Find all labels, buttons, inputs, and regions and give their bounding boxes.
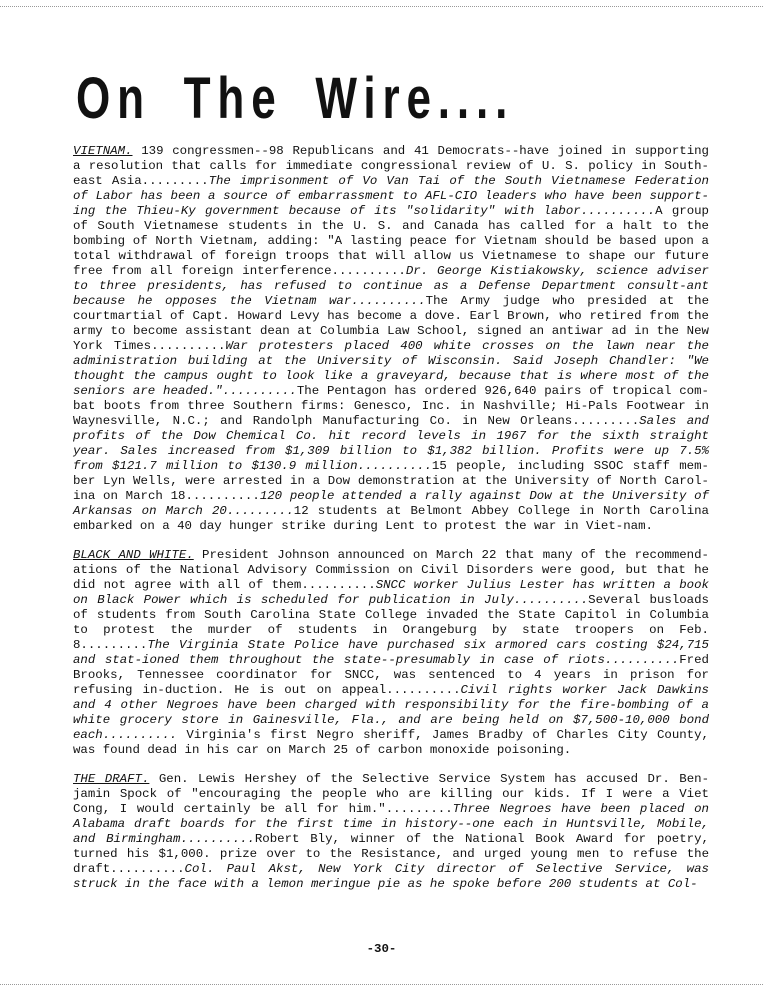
news-item: A group of South Vietnamese students in the U. S. and Canada has called for a halt to the bombing of North Vietnam, adding: "A lasting peace for Vietnam should be based upon a total withdrawal of foreign troops that will allow us Vietnamese to shape our future free from all foreign interference.......... bbox=[73, 204, 709, 278]
news-item-italic: 120 people attended a rally against Dow at the University of Arkansas on March 20......... bbox=[73, 489, 710, 518]
page-number: -30- bbox=[366, 942, 397, 956]
news-item: Virginia's first Negro sheriff, James Bradby of Charles City County, was found dead in his car on March 25 of carbon monoxide poisoning. bbox=[73, 728, 709, 757]
news-item: Fred Brooks, Tennessee coordinator for SNCC, was sentenced to 4 years in prison for refusing in-duction. He is out on appeal.......... bbox=[73, 653, 709, 697]
section-heading: VIETNAM. bbox=[73, 144, 133, 158]
bottom-rule bbox=[0, 984, 763, 987]
top-rule bbox=[0, 0, 763, 7]
news-item-italic: The Virginia State Police have purchased six armored cars costing $24,715 and stat-ioned them throughout the state--presumably in case of riots.......... bbox=[73, 638, 709, 667]
news-item-italic: The imprisonment of Vo Van Tai of the South Vietnamese Federation of Labor has been a source of embarrassment to AFL-CIO leaders who have been support-ing the Thieu-Ky government because of its "solidarity" with labor.......... bbox=[73, 174, 709, 218]
article-body bbox=[73, 144, 709, 906]
news-item: President Johnson announced on March 22 that many of the recommend-ations of the National Advisory Commission on Civil Disorders were good, but that he did not agree with all of them.......... bbox=[73, 548, 709, 592]
news-item-italic: Col. Paul Akst, New York City director of Selective Service, was struck in the face with a lemon meringue pie as he spoke before 200 students at Col- bbox=[73, 862, 709, 891]
news-item: 12 students at Belmont Abbey College in North Carolina embarked on a 40 day hunger strike during Lent to protest the war in Viet-nam. bbox=[73, 504, 709, 533]
news-item-italic: Sales and profits of the Dow Chemical Co. hit record levels in 1967 for the sixth straight year. Sales increased from $1,309 billion to $1,382 billion. Profits were up 7.5% from $121.7 million to $130.9 million.......... bbox=[73, 414, 709, 473]
section-heading: THE DRAFT. bbox=[73, 772, 150, 786]
news-item-italic: Civil rights worker Jack Dawkins and 4 other Negroes have been charged with responsibility for the fire-bombing of a white grocery store in Gainesville, Fla., and are being held on $7,500-10,000 bond each.......... bbox=[73, 683, 709, 742]
news-item-italic: Three Negroes have been placed on Alabama draft boards for the first time in history--one each in Huntsville, Mobile, and Birmingham.......... bbox=[73, 802, 709, 846]
news-item: Robert Bly, winner of the National Book Award for poetry, turned his $1,000. prize over to the Resistance, and urged young men to refuse the draft.......... bbox=[73, 832, 709, 876]
news-item: 139 congressmen--98 Republicans and 41 Democrats--have joined in supporting a resolution that calls for immediate congressional review of U. S. policy in South-east Asia......... bbox=[73, 144, 709, 188]
section-paragraph bbox=[73, 772, 709, 892]
news-item-italic: SNCC worker Julius Lester has written a book on Black Power which is scheduled for publication in July.......... bbox=[73, 578, 709, 607]
news-item: 15 people, including SSOC staff mem-ber Lyn Wells, were arrested in a Dow demonstration at the University of North Carol-ina on March 18.......... bbox=[73, 459, 709, 503]
section-paragraph bbox=[73, 144, 709, 534]
news-item-italic: Dr. George Kistiakowsky, science adviser to three presidents, has refused to continue as a Defense Department consult-ant because he opposes the Vietnam war.......... bbox=[73, 264, 709, 308]
news-item: The Pentagon has ordered 926,640 pairs of tropical com-bat boots from three Southern firms: Genesco, Inc. in Nashville; Hi-Pals Footwear in Waynesville, N.C.; and Randolph Manufacturing Co. in New Orleans......... bbox=[73, 384, 709, 428]
section-paragraph bbox=[73, 548, 709, 758]
section-heading: BLACK AND WHITE. bbox=[73, 548, 194, 562]
news-item: Several busloads of students from South Carolina State College invaded the State Capitol in Columbia to protest the murder of students in Orangeburg by state troopers on Feb. 8......... bbox=[73, 593, 709, 652]
news-item: Gen. Lewis Hershey of the Selective Service System has accused Dr. Ben-jamin Spock of "encouraging the people who are killing our kids. If I were a Viet Cong, I would certainly be all for him."......... bbox=[73, 772, 709, 816]
news-item: The Army judge who presided at the courtmartial of Capt. Howard Levy has become a dove. Earl Brown, who retired from the army to become assistant dean at Columbia Law School, signed an antiwar ad in the New York Times.......... bbox=[73, 294, 710, 353]
news-item-italic: War protesters placed 400 white crosses on the lawn near the administration building at the University of Wisconsin. Said Joseph Chandler: "We thought the campus ought to look like a graveyard, because that is where most of the seniors are headed.".......... bbox=[73, 339, 709, 398]
page-title: On The Wire.... bbox=[76, 66, 515, 131]
